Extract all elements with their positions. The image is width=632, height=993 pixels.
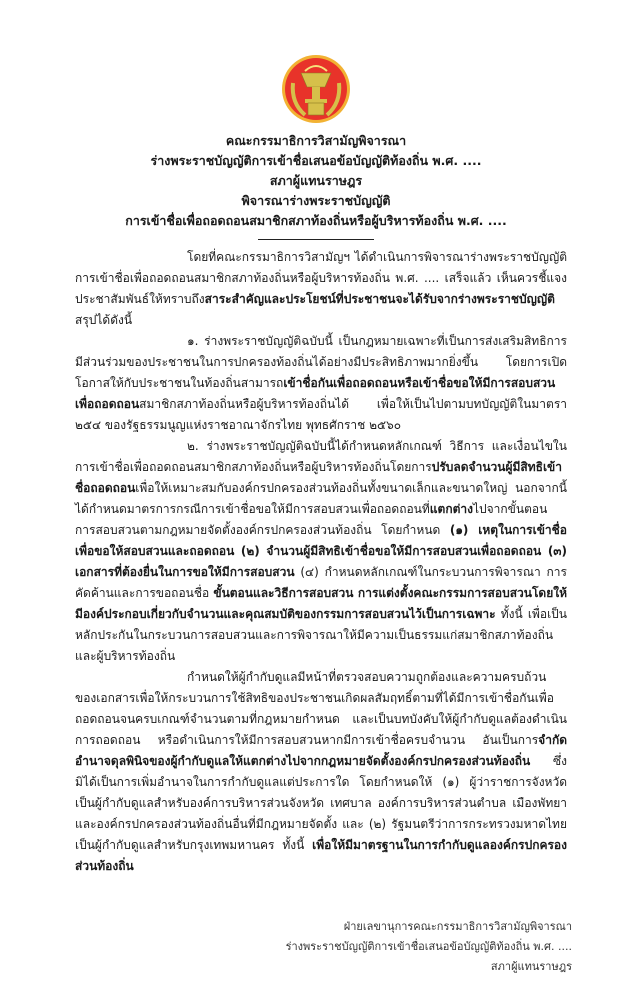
emphasized-text: (๑) เหตุในการเข้าชื่อเพื่อขอให้สอบสวนและถอดถอน (๒) จำนวนผู้มีสิทธิเข้าชื่อขอให้มีการสอบสวนเพื่อถอดถอน (๓) เอกสารที่ต้องยื่นในการขอให้มีการสอบสวน [75,523,567,579]
emphasized-text: จำกัดอำนาจดุลพินิจของผู้กำกับดูแลให้แตกต่างไปจากกฎหมายจัดตั้งองค์กรปกครองส่วนท้องถิ่น [75,733,567,768]
body-paragraph [75,247,567,331]
paragraph-text: ๒. ร่างพระราชบัญญัติฉบับนี้ได้กำหนดหลักเกณฑ์ วิธีการ และเงื่อนไขในการเข้าชื่อเพื่อถอดถอนสมาชิกสภาท้องถิ่นหรือผู้บริหารท้องถิ่นโดยการ [75,439,567,474]
paragraph-text: (๔) กำหนดหลักเกณฑ์ในกระบวนการพิจารณา การคัดค้านและการขอถอนชื่อ [75,565,567,600]
emphasized-text: ขั้นตอนและวิธีการสอบสวน การแต่งตั้งคณะกรรมการสอบสวนโดยให้มีองค์ประกอบเกี่ยวกับจำนวนและคุณสมบัติของกรรมการสอบสวนไว้เป็นการเฉพาะ [75,586,567,621]
document-header [60,131,572,231]
header-line: ร่างพระราชบัญญัติการเข้าชื่อเสนอข้อบัญญัติท้องถิ่น พ.ศ. .... [150,153,482,168]
paragraph-text: ไปจากขั้นตอนการสอบสวนตามกฎหมายจัดตั้งองค์กรปกครองส่วนท้องถิ่น โดยกำหนด [75,502,548,537]
emphasized-text: เพื่อให้มีมาตรฐานในการกำกับดูแลองค์กรปกครองส่วนท้องถิ่น [75,838,567,873]
paragraph-text: สมาชิกสภาท้องถิ่นหรือผู้บริหารท้องถิ่นได้ เพื่อให้เป็นไปตามบทบัญญัติในมาตรา ๒๕๔ ของรัฐธรรมนูญแห่งราชอาณาจักรไทย พุทธศักราช ๒๕๖๐ [75,397,567,432]
header-line: คณะกรรมาธิการวิสามัญพิจารณา [225,133,407,148]
paragraph-text: ซึ่งมิได้เป็นการเพิ่มอำนาจในการกำกับดูแลแต่ประการใด โดยกำหนดให้ (๑) ผู้ว่าราชการจังหวัด เป็นผู้กำกับดูแลสำหรับองค์การบริหารส่วนจังหวัด เทศบาล องค์การบริหารส่วนตำบล เมืองพัทยา และองค์กรปกครองส่วนท้องถิ่นอื่นที่มีกฎหมายจัดตั้ง และ (๒) รัฐมนตรีว่าการกระทรวงมหาดไทย เป็นผู้กำกับดูแลสำหรับกรุงเทพมหานคร ทั้งนี้ [75,754,567,852]
header-line: พิจารณาร่างพระราชบัญญัติ [241,193,391,208]
paragraph-text: กำหนดให้ผู้กำกับดูแลมีหน้าที่ตรวจสอบความถูกต้องและความครบถ้วนของเอกสารเพื่อให้กระบวนการใช้สิทธิของประชาชนเกิดผลสัมฤทธิ์ตามที่ได้มีการเข้าชื่อกันเพื่อถอดถอนจนครบเกณฑ์จำนวนตามที่กฎหมายกำหนด และเป็นบทบังคับให้ผู้กำกับดูแลต้องดำเนินการถอดถอน หรือดำเนินการให้มีการสอบสวนหากมีการเข้าชื่อครบจำนวน อันเป็นการ [75,670,567,747]
body-paragraph [75,436,567,667]
emphasized-text: สาระสำคัญและประโยชน์ที่ประชาชนจะได้รับจากร่างพระราชบัญญัติ [204,292,555,306]
header-line: การเข้าชื่อเพื่อถอดถอนสมาชิกสภาท้องถิ่นหรือผู้บริหารท้องถิ่น พ.ศ. .... [125,213,507,228]
paragraph-text: ทั้งนี้ เพื่อเป็นหลักประกันในกระบวนการสอบสวนและการพิจารณาให้มีความเป็นธรรมแก่สมาชิกสภาท้องถิ่นและผู้บริหารท้องถิ่น [75,607,567,663]
header-divider [258,239,374,240]
document-footer [60,917,572,977]
paragraph-text: เพื่อให้เหมาะสมกับองค์กรปกครองส่วนท้องถิ่นทั้งขนาดเล็กและขนาดใหญ่ นอกจากนี้ ได้กำหนดมาตรการกรณีการเข้าชื่อขอให้มีการสอบสวนเพื่อถอดถอนที่ [75,481,567,516]
footer-line: ฝ่ายเลขานุการคณะกรรมาธิการวิสามัญพิจารณา [343,920,572,933]
footer-line: สภาผู้แทนราษฎร [490,960,572,973]
paragraph-text: โดยที่คณะกรรมาธิการวิสามัญฯ ได้ดำเนินการพิจารณาร่างพระราชบัญญัติการเข้าชื่อเพื่อถอดถอนสมาชิกสภาท้องถิ่นหรือผู้บริหารท้องถิ่น พ.ศ. .... เสร็จแล้ว เห็นควรชี้แจงประชาสัมพันธ์ให้ทราบถึง [75,250,567,306]
body-paragraph [75,667,567,877]
emphasized-text: ปรับลดจำนวนผู้มีสิทธิเข้าชื่อถอดถอน [75,460,563,495]
body-paragraph [75,331,567,436]
emphasized-text: แตกต่าง [429,502,473,516]
header-line: สภาผู้แทนราษฎร [269,173,363,188]
footer-line: ร่างพระราชบัญญัติการเข้าชื่อเสนอข้อบัญญัติท้องถิ่น พ.ศ. .... [285,940,572,953]
paragraph-text: ๑. ร่างพระราชบัญญัติฉบับนี้ เป็นกฎหมายเฉพาะที่เป็นการส่งเสริมสิทธิการมีส่วนร่วมของประชาชนในการปกครองท้องถิ่นได้อย่างมีประสิทธิภาพมากยิ่งขึ้น โดยการเปิดโอกาสให้กับประชาชนในท้องถิ่นสามารถ [75,334,567,390]
paragraph-text: สรุปได้ดังนี้ [75,313,133,327]
document-body [75,247,567,877]
parliament-emblem-logo [281,53,351,125]
emphasized-text: เข้าชื่อกันเพื่อถอดถอนหรือเข้าชื่อขอให้มีการสอบสวนเพื่อถอดถอน [75,376,556,411]
